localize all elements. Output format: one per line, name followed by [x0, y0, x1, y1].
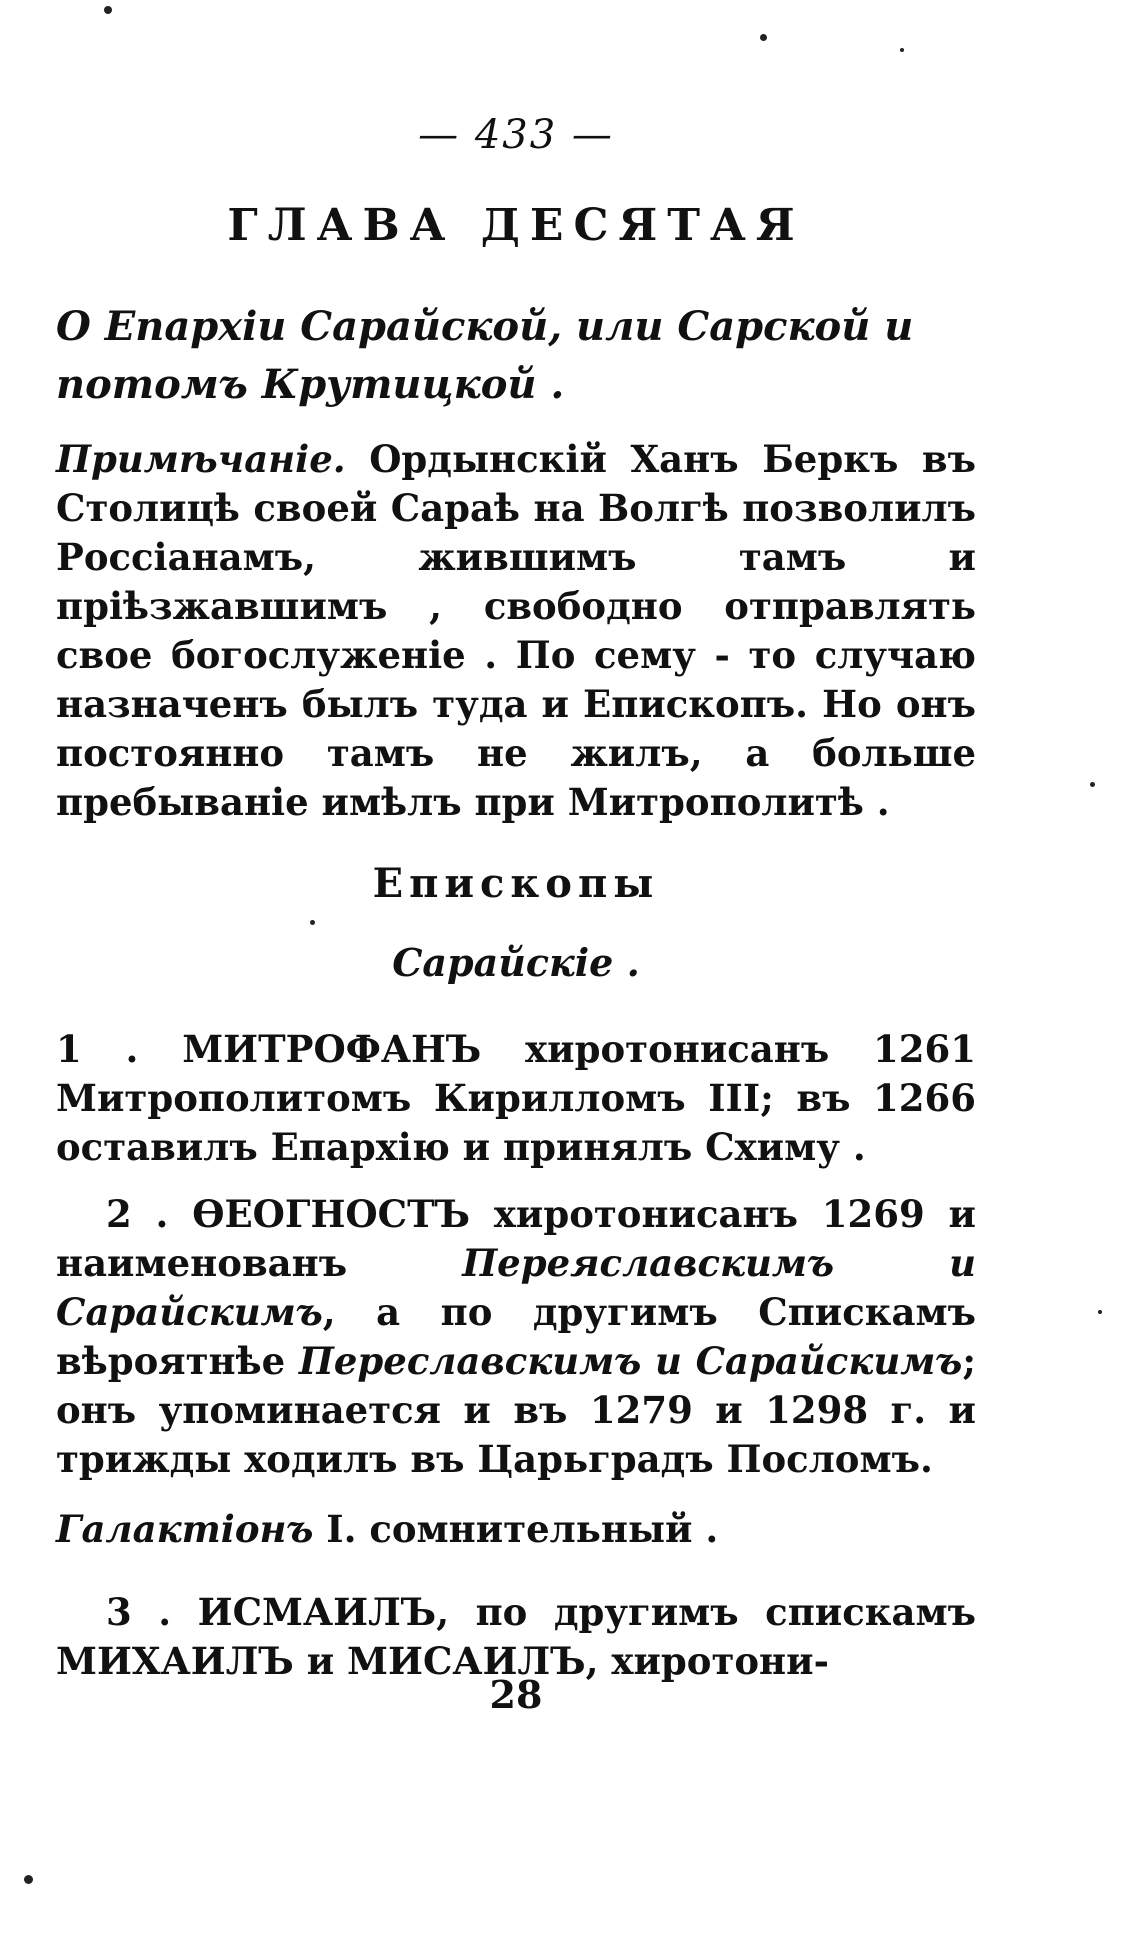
ink-speck — [900, 48, 904, 52]
ink-speck — [310, 920, 315, 925]
bishop-name: Галактіонъ — [56, 1507, 314, 1551]
entry-number: 2 . — [106, 1192, 169, 1236]
printer-signature-mark: 28 — [489, 1672, 543, 1717]
page-number: — 433 — — [418, 112, 614, 158]
bishop-entry-1 — [56, 1025, 976, 1172]
entry-text: I. сомнительный . — [313, 1507, 719, 1551]
bishop-name: ИСМАИЛЪ — [197, 1590, 437, 1634]
note-text: Ордынскій Ханъ Беркъ въ Столицѣ своей Сараѣ на Волгѣ позволилъ Россіанамъ, жившимъ тамъ и пріѣзжавшимъ , свободно отправлять свое богослуженіе . По сему - то случаю назначенъ былъ туда и Епископъ. Но онъ постоянно тамъ не жилъ, а больше пребываніе имѣлъ при Митрополитѣ . — [56, 437, 976, 824]
entry-number: 1 . — [56, 1027, 139, 1071]
bishop-name: МИСАИЛЪ — [347, 1639, 586, 1683]
entry-text: , а по другимъ Спискамъ вѣроятнѣе — [56, 1290, 976, 1383]
bishop-entry-2 — [56, 1190, 976, 1484]
ink-speck — [1098, 1310, 1102, 1314]
chapter-title: ГЛАВА ДЕСЯТАЯ — [227, 200, 805, 251]
entry-text: ; онъ упоминается и въ 1279 и 1298 г. и трижды ходилъ въ Царьградъ Посломъ. — [56, 1339, 976, 1481]
ink-speck — [760, 34, 767, 41]
ink-speck — [104, 6, 112, 14]
ink-speck — [1090, 782, 1095, 787]
bishop-name: МИТРОФАНЪ — [182, 1027, 482, 1071]
bishop-entry-doubtful — [56, 1505, 976, 1554]
entry-number: 3 . — [106, 1590, 172, 1634]
entry-text: и — [293, 1639, 348, 1683]
note-lead: Примѣчаніе. — [56, 437, 346, 481]
entry-text: хиротонисанъ 1261 Митрополитомъ Кирилломъ III; въ 1266 оставилъ Епархію и принялъ Схиму . — [56, 1027, 977, 1169]
bishop-name: ѲЕОГНОСТЪ — [192, 1192, 471, 1236]
section-subheading: Сарайскіе . — [392, 940, 640, 985]
section-heading: Епископы — [372, 860, 660, 907]
entry-italic-text: Переяславскимъ и Сарайскимъ — [56, 1241, 977, 1334]
entry-italic-text: Переславскимъ и Сарайскимъ — [298, 1339, 963, 1383]
note-paragraph — [56, 435, 976, 827]
ink-speck — [24, 1875, 33, 1884]
entry-text: , по другимъ спискамъ — [436, 1590, 976, 1634]
entry-text: , хиротони- — [585, 1639, 829, 1683]
entry-text: хиротонисанъ 1269 и наименованъ — [56, 1192, 977, 1285]
chapter-subtitle: О Епархіи Сарайской, или Сарской и потомъ Крутицкой . — [56, 303, 914, 408]
bishop-name: МИХАИЛЪ — [56, 1639, 294, 1683]
